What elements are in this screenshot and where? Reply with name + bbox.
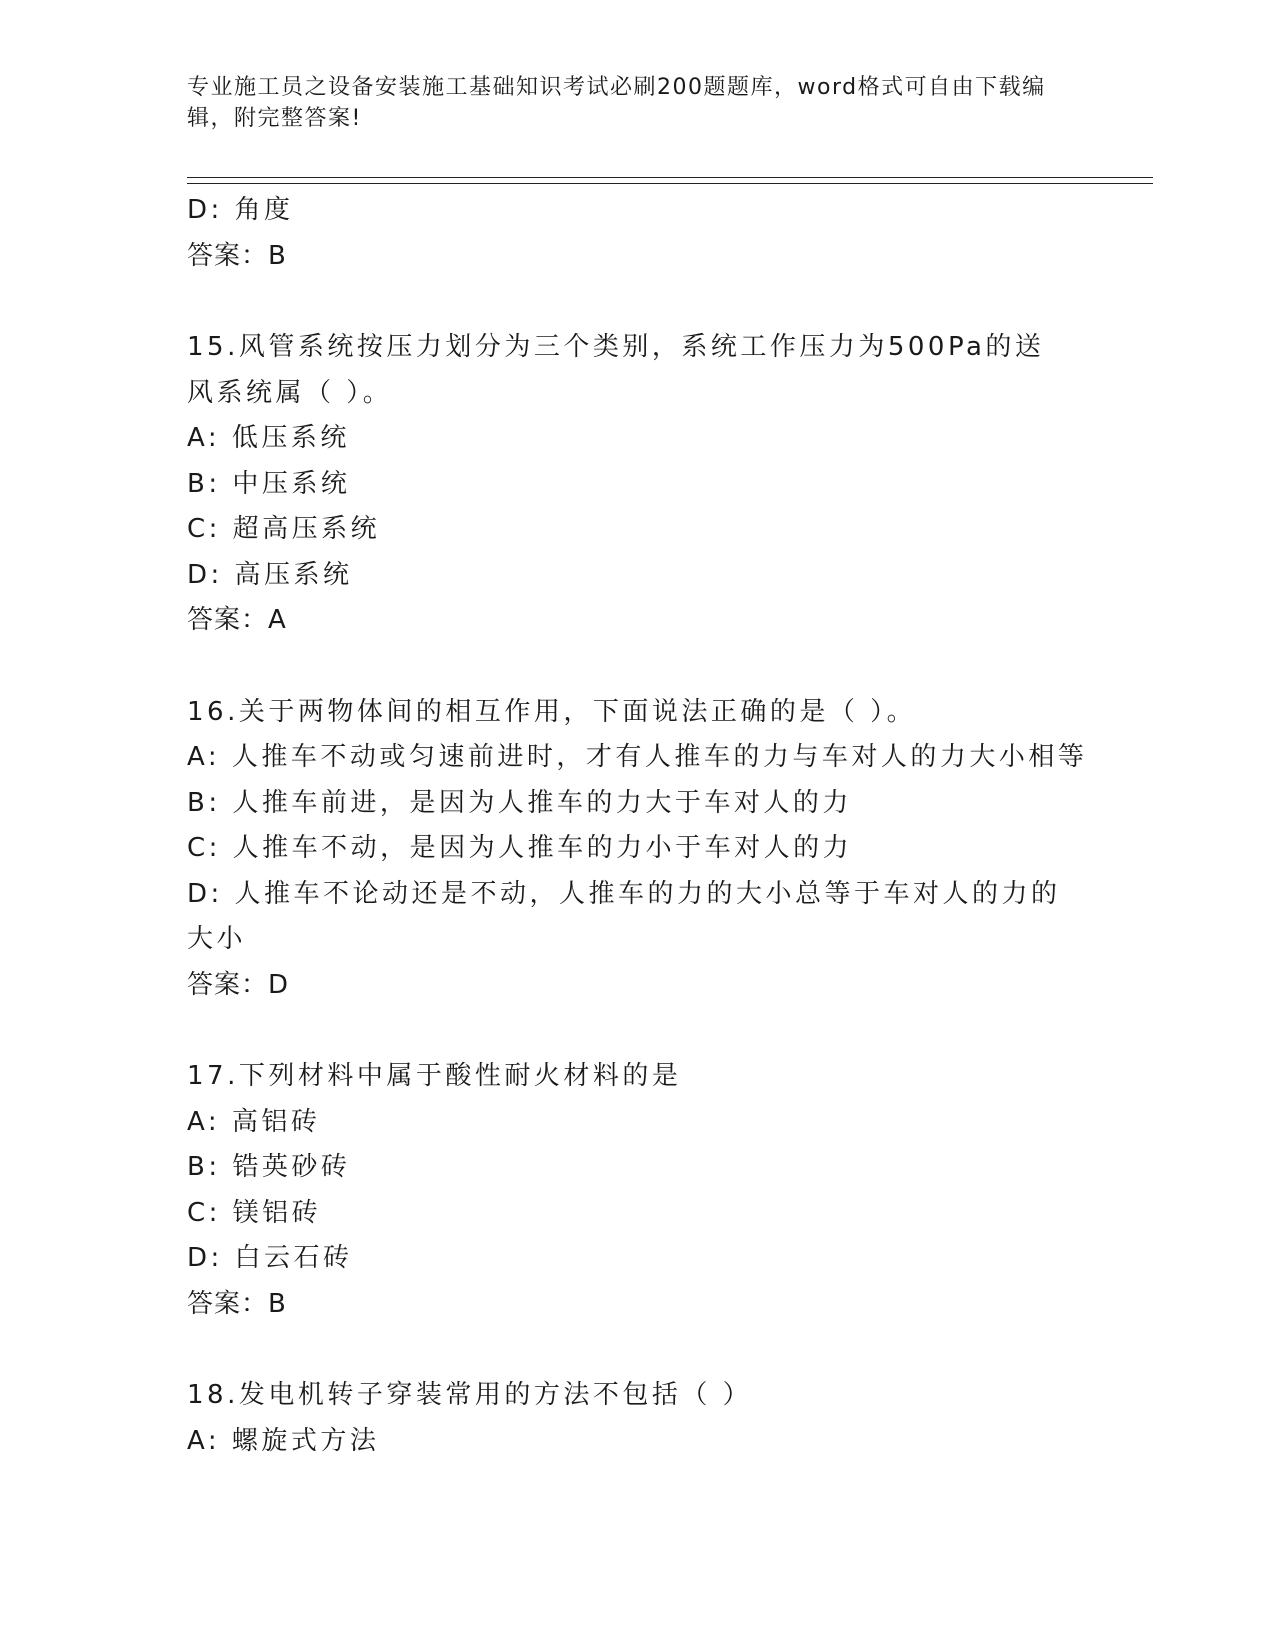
option-d: D: 高压系统 <box>187 559 353 590</box>
question-stem: 15.风管系统按压力划分为三个类别，系统工作压力为500Pa的送风系统属（ ）。 <box>187 332 1045 408</box>
option-d: D: 人推车不论动还是不动，人推车的力的大小总等于车对人的力的大小 <box>187 878 1061 954</box>
option-a: A: 人推车不动或匀速前进时，才有人推车的力与车对人的力大小相等 <box>187 742 1088 772</box>
option-b: B: 中压系统 <box>187 468 351 499</box>
answer-line: 答案：D <box>187 969 290 1000</box>
answer-line: 答案：A <box>187 605 287 635</box>
option-c: C: 超高压系统 <box>187 514 381 544</box>
option-c: C: 镁铝砖 <box>187 1197 322 1228</box>
option-a: A: 螺旋式方法 <box>187 1425 380 1456</box>
question-stem: 17.下列材料中属于酸性耐火材料的是 <box>187 1061 682 1091</box>
question-18 <box>187 1373 1087 1464</box>
question-list <box>187 188 1087 1464</box>
header-divider-top <box>187 177 1153 178</box>
question-stem: 18.发电机转子穿装常用的方法不包括（ ） <box>187 1380 753 1410</box>
question-16 <box>187 690 1087 1009</box>
answer-line: 答案：B <box>187 1288 287 1319</box>
question-stem: 16.关于两物体间的相互作用，下面说法正确的是（ ）。 <box>187 696 917 727</box>
question-17 <box>187 1054 1087 1327</box>
answer-line: 答案：B <box>187 240 287 271</box>
option-a: A: 高铝砖 <box>187 1106 321 1137</box>
header-divider-bottom <box>187 183 1153 184</box>
option-c: C: 人推车不动，是因为人推车的力小于车对人的力 <box>187 833 853 863</box>
option-b: B: 锆英砂砖 <box>187 1152 351 1182</box>
document-header: 专业施工员之设备安装施工基础知识考试必刷200题题库，word格式可自由下载编辑，附完整答案! <box>187 75 1046 131</box>
option-a: A: 低压系统 <box>187 423 350 453</box>
option-d: D: 角度 <box>187 195 294 225</box>
option-d: D: 白云石砖 <box>187 1243 353 1273</box>
option-b: B: 人推车前进，是因为人推车的力大于车对人的力 <box>187 787 852 818</box>
question-15 <box>187 325 1087 644</box>
